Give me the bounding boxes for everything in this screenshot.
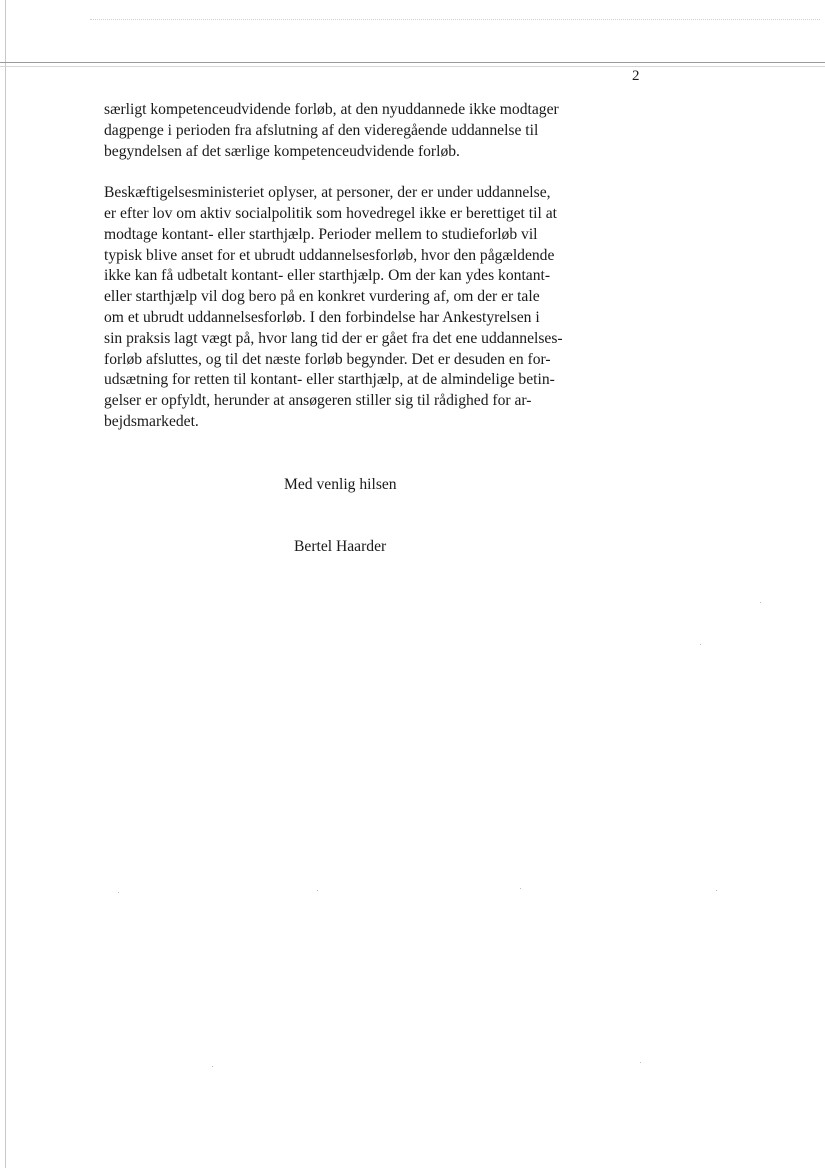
scan-speck — [716, 890, 717, 891]
paragraph-1 — [104, 100, 604, 162]
scan-speck — [520, 888, 521, 889]
scan-speck — [640, 1062, 641, 1063]
paragraph-line: dagpenge i perioden fra afslutning af den videregående uddannelse til — [104, 121, 539, 139]
scan-speck — [118, 892, 119, 893]
header-rule-secondary — [0, 66, 825, 67]
scan-speck — [212, 1066, 213, 1067]
scan-left-edge — [5, 0, 6, 1168]
paragraph-line: modtage kontant- eller starthjælp. Perioder mellem to studieforløb vil — [104, 225, 538, 243]
page-number: 2 — [632, 68, 640, 84]
paragraph-spacer — [104, 162, 604, 183]
paragraph-line: udsætning for retten til kontant- eller starthjælp, at de almindelige betin- — [104, 371, 555, 389]
paragraph-line: om et ubrudt uddannelsesforløb. I den forbindelse har Ankestyrelsen i — [104, 308, 540, 326]
letter-body — [104, 100, 604, 433]
closing-salutation: Med venlig hilsen — [284, 476, 397, 493]
paragraph-line: sin praksis lagt vægt på, hvor lang tid der er gået fra det ene uddannelses- — [104, 329, 563, 347]
scan-speck — [760, 602, 761, 603]
paragraph-line: forløb afsluttes, og til det næste forløb begynder. Det er desuden en for- — [104, 350, 551, 368]
paragraph-2 — [104, 183, 604, 433]
paragraph-line: gelser er opfyldt, herunder at ansøgeren stiller sig til rådighed for ar- — [104, 392, 532, 410]
scan-speck — [317, 890, 318, 891]
header-rule — [0, 62, 825, 63]
paragraph-line: ikke kan få udbetalt kontant- eller starthjælp. Om der kan ydes kontant- — [104, 267, 551, 285]
signature-name: Bertel Haarder — [294, 538, 387, 555]
scan-top-artifact — [90, 19, 820, 21]
paragraph-line: Beskæftigelsesministeriet oplyser, at personer, der er under uddannelse, — [104, 184, 551, 202]
paragraph-line: bejdsmarkedet. — [104, 412, 199, 430]
paragraph-line: typisk blive anset for et ubrudt uddannelsesforløb, hvor den pågældende — [104, 246, 555, 264]
paragraph-line: begyndelsen af det særlige kompetenceudvidende forløb. — [104, 142, 460, 160]
scan-speck — [700, 644, 701, 645]
paragraph-line: er efter lov om aktiv socialpolitik som hovedregel ikke er berettiget til at — [104, 204, 557, 222]
paragraph-line: særligt kompetenceudvidende forløb, at den nyuddannede ikke modtager — [104, 101, 559, 118]
paragraph-line: eller starthjælp vil dog bero på en konkret vurdering af, om der er tale — [104, 288, 540, 306]
